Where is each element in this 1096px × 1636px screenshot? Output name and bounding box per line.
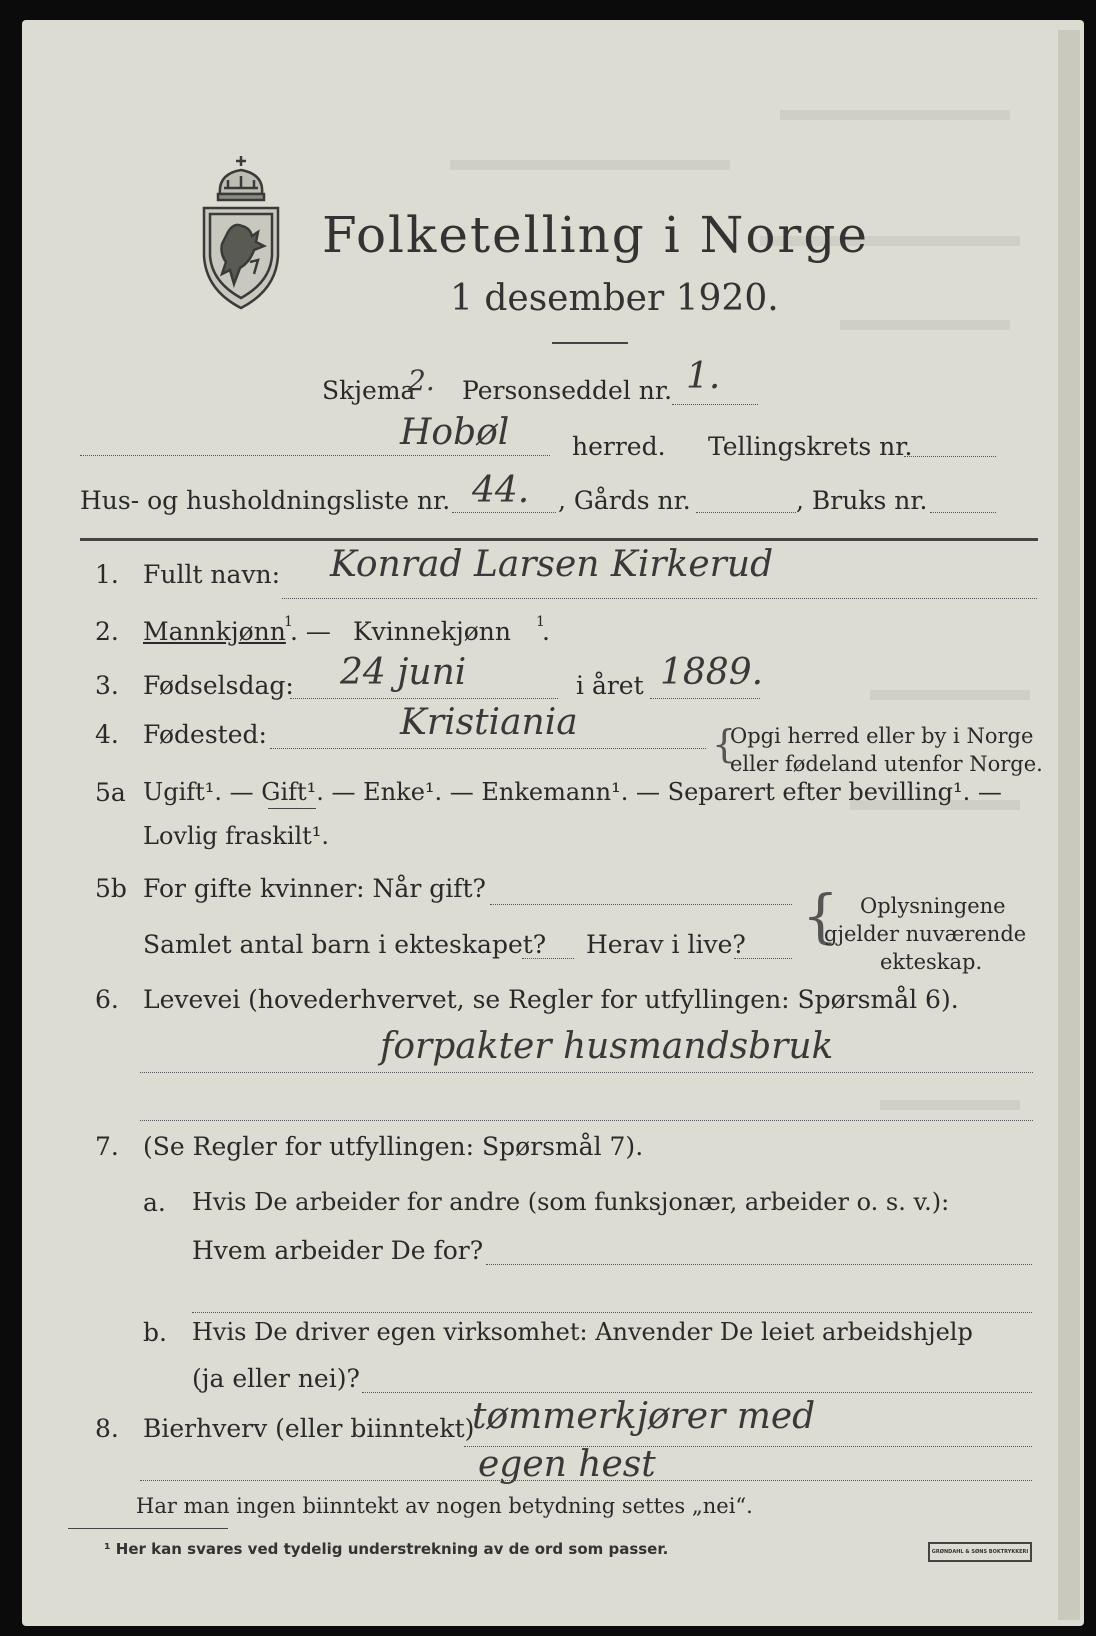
occupation-value[interactable]: forpakter husmandsbruk <box>380 1026 834 1067</box>
q7b-number: b. <box>143 1318 167 1347</box>
printer-mark-text: GRØNDAHL & SØNS BOKTRYKKERI <box>931 1549 1029 1555</box>
skjema-label: Skjema <box>322 376 416 405</box>
personseddel-field[interactable] <box>672 404 758 405</box>
hus-label: Hus- og husholdningsliste nr. <box>80 486 451 515</box>
birth-day-field[interactable] <box>290 698 558 699</box>
bruks-field[interactable] <box>930 512 996 513</box>
occupation-field-2[interactable] <box>140 1120 1033 1121</box>
skjema-value[interactable]: 2. <box>408 364 435 397</box>
footnote-divider <box>68 1528 228 1529</box>
section-divider <box>80 538 1038 541</box>
tellingskrets-field[interactable] <box>904 456 996 457</box>
q2-male[interactable]: Mannkjønn <box>143 617 286 646</box>
herred-label: herred. <box>572 432 666 461</box>
q2-sup: 1 <box>284 614 293 630</box>
q1-label: Fullt navn: <box>143 560 281 589</box>
bleed-through <box>870 690 1030 700</box>
q5b-label-3: Herav i live? <box>586 930 746 959</box>
bleed-through <box>840 320 1010 330</box>
q6-number: 6. <box>95 985 119 1014</box>
q4-label: Fødested: <box>143 720 267 749</box>
children-count-field[interactable] <box>522 958 574 959</box>
gards-field[interactable] <box>696 512 796 513</box>
hired-help-field[interactable] <box>362 1392 1032 1393</box>
bleed-through <box>880 1100 1020 1110</box>
q3-number: 3. <box>95 671 119 700</box>
q5a-line-2[interactable]: Lovlig fraskilt¹. <box>143 822 330 850</box>
coat-of-arms-icon <box>198 152 284 312</box>
personseddel-label: Personseddel nr. <box>462 376 673 405</box>
birthplace-field[interactable] <box>270 748 706 749</box>
q4-note-2: eller fødeland utenfor Norge. <box>730 752 1043 776</box>
side-income-value-2[interactable]: egen hest <box>478 1444 656 1485</box>
q4-number: 4. <box>95 720 119 749</box>
bruks-label: , Bruks nr. <box>796 486 928 515</box>
q4-note-1: Opgi herred eller by i Norge <box>730 724 1034 748</box>
q5a-line-1[interactable]: Ugift¹. — Gift¹. — Enke¹. — Enkemann¹. — Separert efter bevilling¹. — <box>143 778 1002 806</box>
q5b-note-1: Oplysningene <box>860 894 1006 918</box>
q2-number: 2. <box>95 617 119 646</box>
q2-sep: . — <box>290 617 331 646</box>
q5b-label-2: Samlet antal barn i ekteskapet? <box>143 930 547 959</box>
q3-label: Fødselsdag: <box>143 671 294 700</box>
birth-year-field[interactable] <box>650 698 760 699</box>
married-date-field[interactable] <box>490 904 792 905</box>
page-edge <box>1058 30 1080 1620</box>
title-divider <box>552 342 628 344</box>
birthplace-value[interactable]: Kristiania <box>400 702 578 743</box>
birth-year-value[interactable]: 1889. <box>660 652 764 693</box>
q2-female[interactable]: Kvinnekjønn <box>353 617 511 646</box>
gards-label: , Gårds nr. <box>558 486 691 515</box>
q1-number: 1. <box>95 560 119 589</box>
footer-note: Har man ingen biinntekt av nogen betydning settes „nei“. <box>136 1494 753 1518</box>
printer-mark <box>928 1542 1032 1562</box>
q7a-label: Hvis De arbeider for andre (som funksjonær, arbeider o. s. v.): <box>192 1188 950 1216</box>
bleed-through <box>450 160 730 170</box>
employer-field-2[interactable] <box>192 1312 1032 1313</box>
q5a-number: 5a <box>95 778 126 807</box>
q3-year-label: i året <box>576 671 644 700</box>
herred-value[interactable]: Hobøl <box>400 412 510 453</box>
q6-label: Levevei (hovederhvervet, se Regler for utfyllingen: Spørsmål 6). <box>143 985 959 1014</box>
hus-value[interactable]: 44. <box>472 470 530 511</box>
employer-field[interactable] <box>486 1264 1032 1265</box>
personseddel-value[interactable]: 1. <box>686 356 721 397</box>
q5b-label-1: For gifte kvinner: Når gift? <box>143 874 486 903</box>
q5b-note-2: gjelder nuværende <box>824 922 1027 946</box>
gift-underline <box>268 808 316 809</box>
tellingskrets-label: Tellingskrets nr. <box>708 432 913 461</box>
q7-label: (Se Regler for utfyllingen: Spørsmål 7). <box>143 1132 644 1161</box>
bleed-through <box>780 110 1010 120</box>
full-name-value[interactable]: Konrad Larsen Kirkerud <box>330 544 774 585</box>
q7-number: 7. <box>95 1132 119 1161</box>
q7b-label: Hvis De driver egen virksomhet: Anvender De leiet arbeidshjelp <box>192 1318 973 1346</box>
q7a-number: a. <box>143 1188 166 1217</box>
brace: { <box>802 882 839 950</box>
q5b-note-3: ekteskap. <box>880 950 983 974</box>
q5b-number: 5b <box>95 874 127 903</box>
q2-end: . <box>542 617 550 646</box>
birth-day-value[interactable]: 24 juni <box>340 652 467 693</box>
footnote: ¹ Her kan svares ved tydelig understrekning av de ord som passer. <box>104 1540 669 1558</box>
form-title: Folketelling i Norge <box>322 206 869 264</box>
side-income-value-1[interactable]: tømmerkjører med <box>472 1396 816 1437</box>
occupation-field[interactable] <box>140 1072 1033 1073</box>
hus-field[interactable] <box>452 512 556 513</box>
q7a-label-2: Hvem arbeider De for? <box>192 1236 484 1265</box>
q7b-label-2: (ja eller nei)? <box>192 1364 360 1393</box>
side-income-field-2[interactable] <box>140 1480 1032 1481</box>
census-date: 1 desember 1920. <box>450 278 779 319</box>
q2-sup: 1 <box>536 614 545 630</box>
q8-number: 8. <box>95 1414 119 1443</box>
q8-label: Bierhverv (eller biinntekt) <box>143 1414 475 1443</box>
brace: { <box>712 722 737 766</box>
full-name-field[interactable] <box>282 598 1037 599</box>
children-alive-field[interactable] <box>734 958 792 959</box>
herred-field[interactable] <box>80 455 550 456</box>
